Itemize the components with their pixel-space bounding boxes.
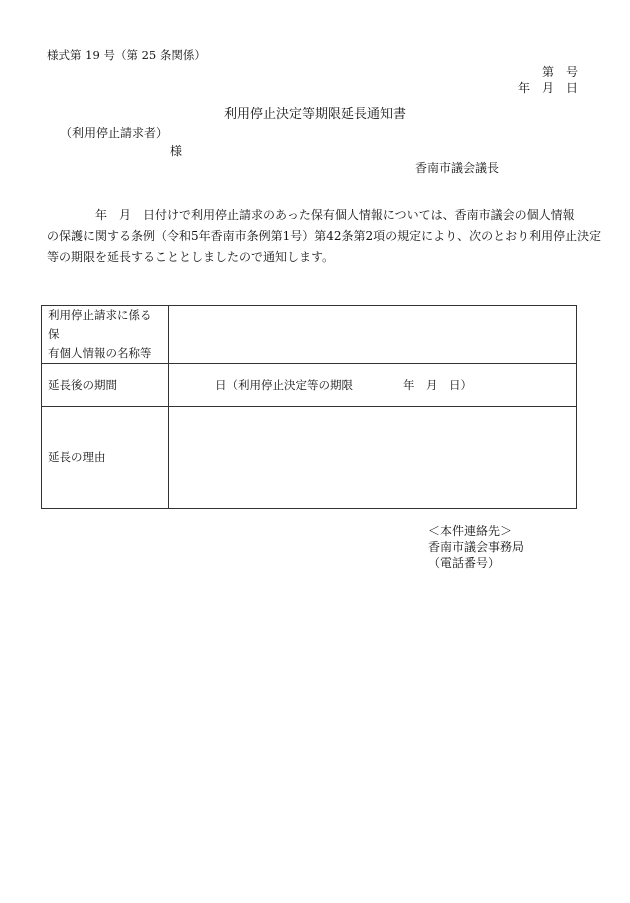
sender-name: 香南市議会議長 xyxy=(415,161,500,175)
period-value-days: 日（利用停止決定等の期限 xyxy=(215,378,353,392)
table-row-period xyxy=(42,364,577,407)
extension-info-table xyxy=(41,305,577,509)
info-name-label xyxy=(42,306,169,364)
body-line-2: の保護に関する条例（令和5年香南市条例第1号）第42条第2項の規定により、次のとおり利用停止決定 xyxy=(47,229,602,243)
reason-label: 延長の理由 xyxy=(42,407,169,509)
period-value xyxy=(169,364,577,407)
body-line-1: 年 月 日付けで利用停止請求のあった保有個人情報については、香南市議会の個人情報 xyxy=(95,208,575,222)
info-name-label-line1: 利用停止請求に係る保 xyxy=(48,308,152,341)
info-name-label-line2: 有個人情報の名称等 xyxy=(48,346,152,360)
requester-label: （利用停止請求者） xyxy=(60,126,169,140)
period-value-deadline: 年 月 日） xyxy=(403,378,472,392)
document-title: 利用停止決定等期限延長通知書 xyxy=(223,107,406,122)
contact-block xyxy=(428,523,524,571)
table-row-reason xyxy=(42,407,577,509)
document-date: 年 月 日 xyxy=(517,81,578,95)
contact-phone: （電話番号） xyxy=(428,556,501,570)
notice-body xyxy=(47,205,602,268)
honorific: 様 xyxy=(170,144,183,158)
contact-heading: ＜本件連絡先＞ xyxy=(428,524,513,538)
info-name-value xyxy=(169,306,577,364)
table-row-info-name xyxy=(42,306,577,364)
document-number: 第 号 xyxy=(541,65,578,79)
form-number: 様式第 19 号（第 25 条関係） xyxy=(47,48,206,62)
reason-value xyxy=(169,407,577,509)
period-label: 延長後の期間 xyxy=(42,364,169,407)
contact-office: 香南市議会事務局 xyxy=(428,540,525,554)
body-line-3: 等の期限を延長することとしましたので通知します。 xyxy=(47,250,335,264)
